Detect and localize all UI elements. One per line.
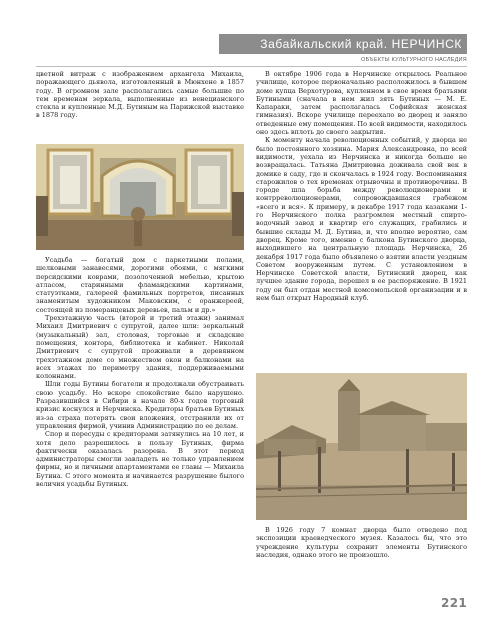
paragraph: Трехэтажную часть (второй и третий этажи) занимал Михаил Дмитриевич с супругой, далее шли: зеркальный (музыкальный) зал, столовая, торговые и складские помещения, контора, библиотека и кабинет. Николай Дмитриевич с супругой проживали в деревянном трехэтажном доме со множеством окон и балконами на всех этажах по периметру здания, поддерживаемыми колоннами. [36,314,244,381]
paragraph: В октябре 1906 года в Нерчинске открылось Реальное училище, которое первоначально расположилось в бывшем доме купца Верхотурова, купленном в свое время братьями Бутиными (сначала в нем жил зять Бутиных — М. Е. Капараки, затем располагалась Софийская женская гимназия). Вскоре училище переехало во дворец и заняло отведенные ему помещения. По всей видимости, находилось оно здесь вплоть до своего закрытия. [256,70,467,137]
paragraph: В 1926 году 7 комнат дворца было отведено под экспозиции краеведческого музея. Казалось бы, что это учреждение культуры сохранит элементы Бутинского наследия, однако этого не произошло. [256,526,467,559]
paragraph: цветной витраж с изображением архангела Михаила, поражающего дьявола, изготовленный в Мюнхене в 1857 году. В огромном зале располагались самые большие по тем временам зеркала, выполненные из венецианского стекла и купленные М.Д. Бутиным на Парижской выставке в 1878 году. [36,70,244,120]
historic-town-photo [256,373,467,520]
paragraph: Шли годы Бутины богатели и продолжали обустраивать свою усадьбу. Но вскоре спокойствие было нарушено. Разразившийся в Сибири в начале 80-х годов торговый кризис коснулся и Нерчинска. Кредиторы братьев Бутиных из-за страха потерять свои вложения, отстранили их от управления фирмой, учинив Администрацию по ее делам. [36,380,244,430]
historic-town-image [256,373,467,520]
right-column-bottom-text [256,526,467,570]
right-column-top-text [256,70,467,370]
left-column-top-text [36,70,244,142]
paragraph: Усадьба — богатый дом с паркетными полами, шелковыми занавесями, дорогими обоями, с мягкими персидскими коврами, позолоченной мебелью, крытою атласом, старинными фламандскими картинами, статуэтками, галереей фамильных портретов, писанных знаменитым художником Маковским, с оранжереей, состоящей из померанцевых деревьев, пальм и др.» [36,256,244,314]
header-divider [36,66,467,67]
page-number: 221 [441,596,467,610]
left-column-bottom-text [36,256,244,568]
running-header-subtitle: ОБЪЕКТЫ КУЛЬТУРНОГО НАСЛЕДИЯ [361,57,467,63]
paragraph: Спор и пересуды с кредиторами затянулись на 10 лет, и хотя дело разрешилось в пользу Бутиных, фирма фактически оказалась разорена. В этот период администраторы смогли завладеть не только управлением фирмы, но и личными апартаментами ее главы — Михаила Бутина. С этого момента и начинается разрушение былого величия усадьбы Бутиных. [36,430,244,489]
mirror-hall-image [36,144,244,250]
paragraph: К моменту начала революционных событий, у дворца не было постоянного хозяина. Мария Александровна, по всей видимости, уехала из Нерчинска и никогда больше не возвращалась. Татьяна Дмитриевна доживала свой век в домике в саду, где и скончалась в 1924 году. Воспоминания старожилов о тех временах отрывочны и противоречивы. В городе шла борьба между революционерами и контрреволюционерами, сопровождавшаяся грабежом «всего и вся». К примеру, в декабре 1917 года казаками 1-го Нерчинского полка разгромлен местный спирто-водочный завод и квартир его служащих, грабились и бывшие склады М. Д. Бутина, и, что вполне вероятно, сам дворец. Кроме того, именно с балкона Бутинского дворца, выходившего на центральную площадь Нерчинска, 26 декабря 1917 года было объявлено о взятии власти уездным Советом вооруженным путем. С установлением в Нерчинске Советской власти, Бутинский дворец, как лучшее здание города, перешел в ее распоряжение. В 1921 году он был отдан местной комсомольской организации и в нем был открыт Народный клуб. [256,136,467,303]
mirror-hall-photo [36,144,244,250]
running-header-title: Забайкальский край. НЕРЧИНСК [219,34,467,54]
